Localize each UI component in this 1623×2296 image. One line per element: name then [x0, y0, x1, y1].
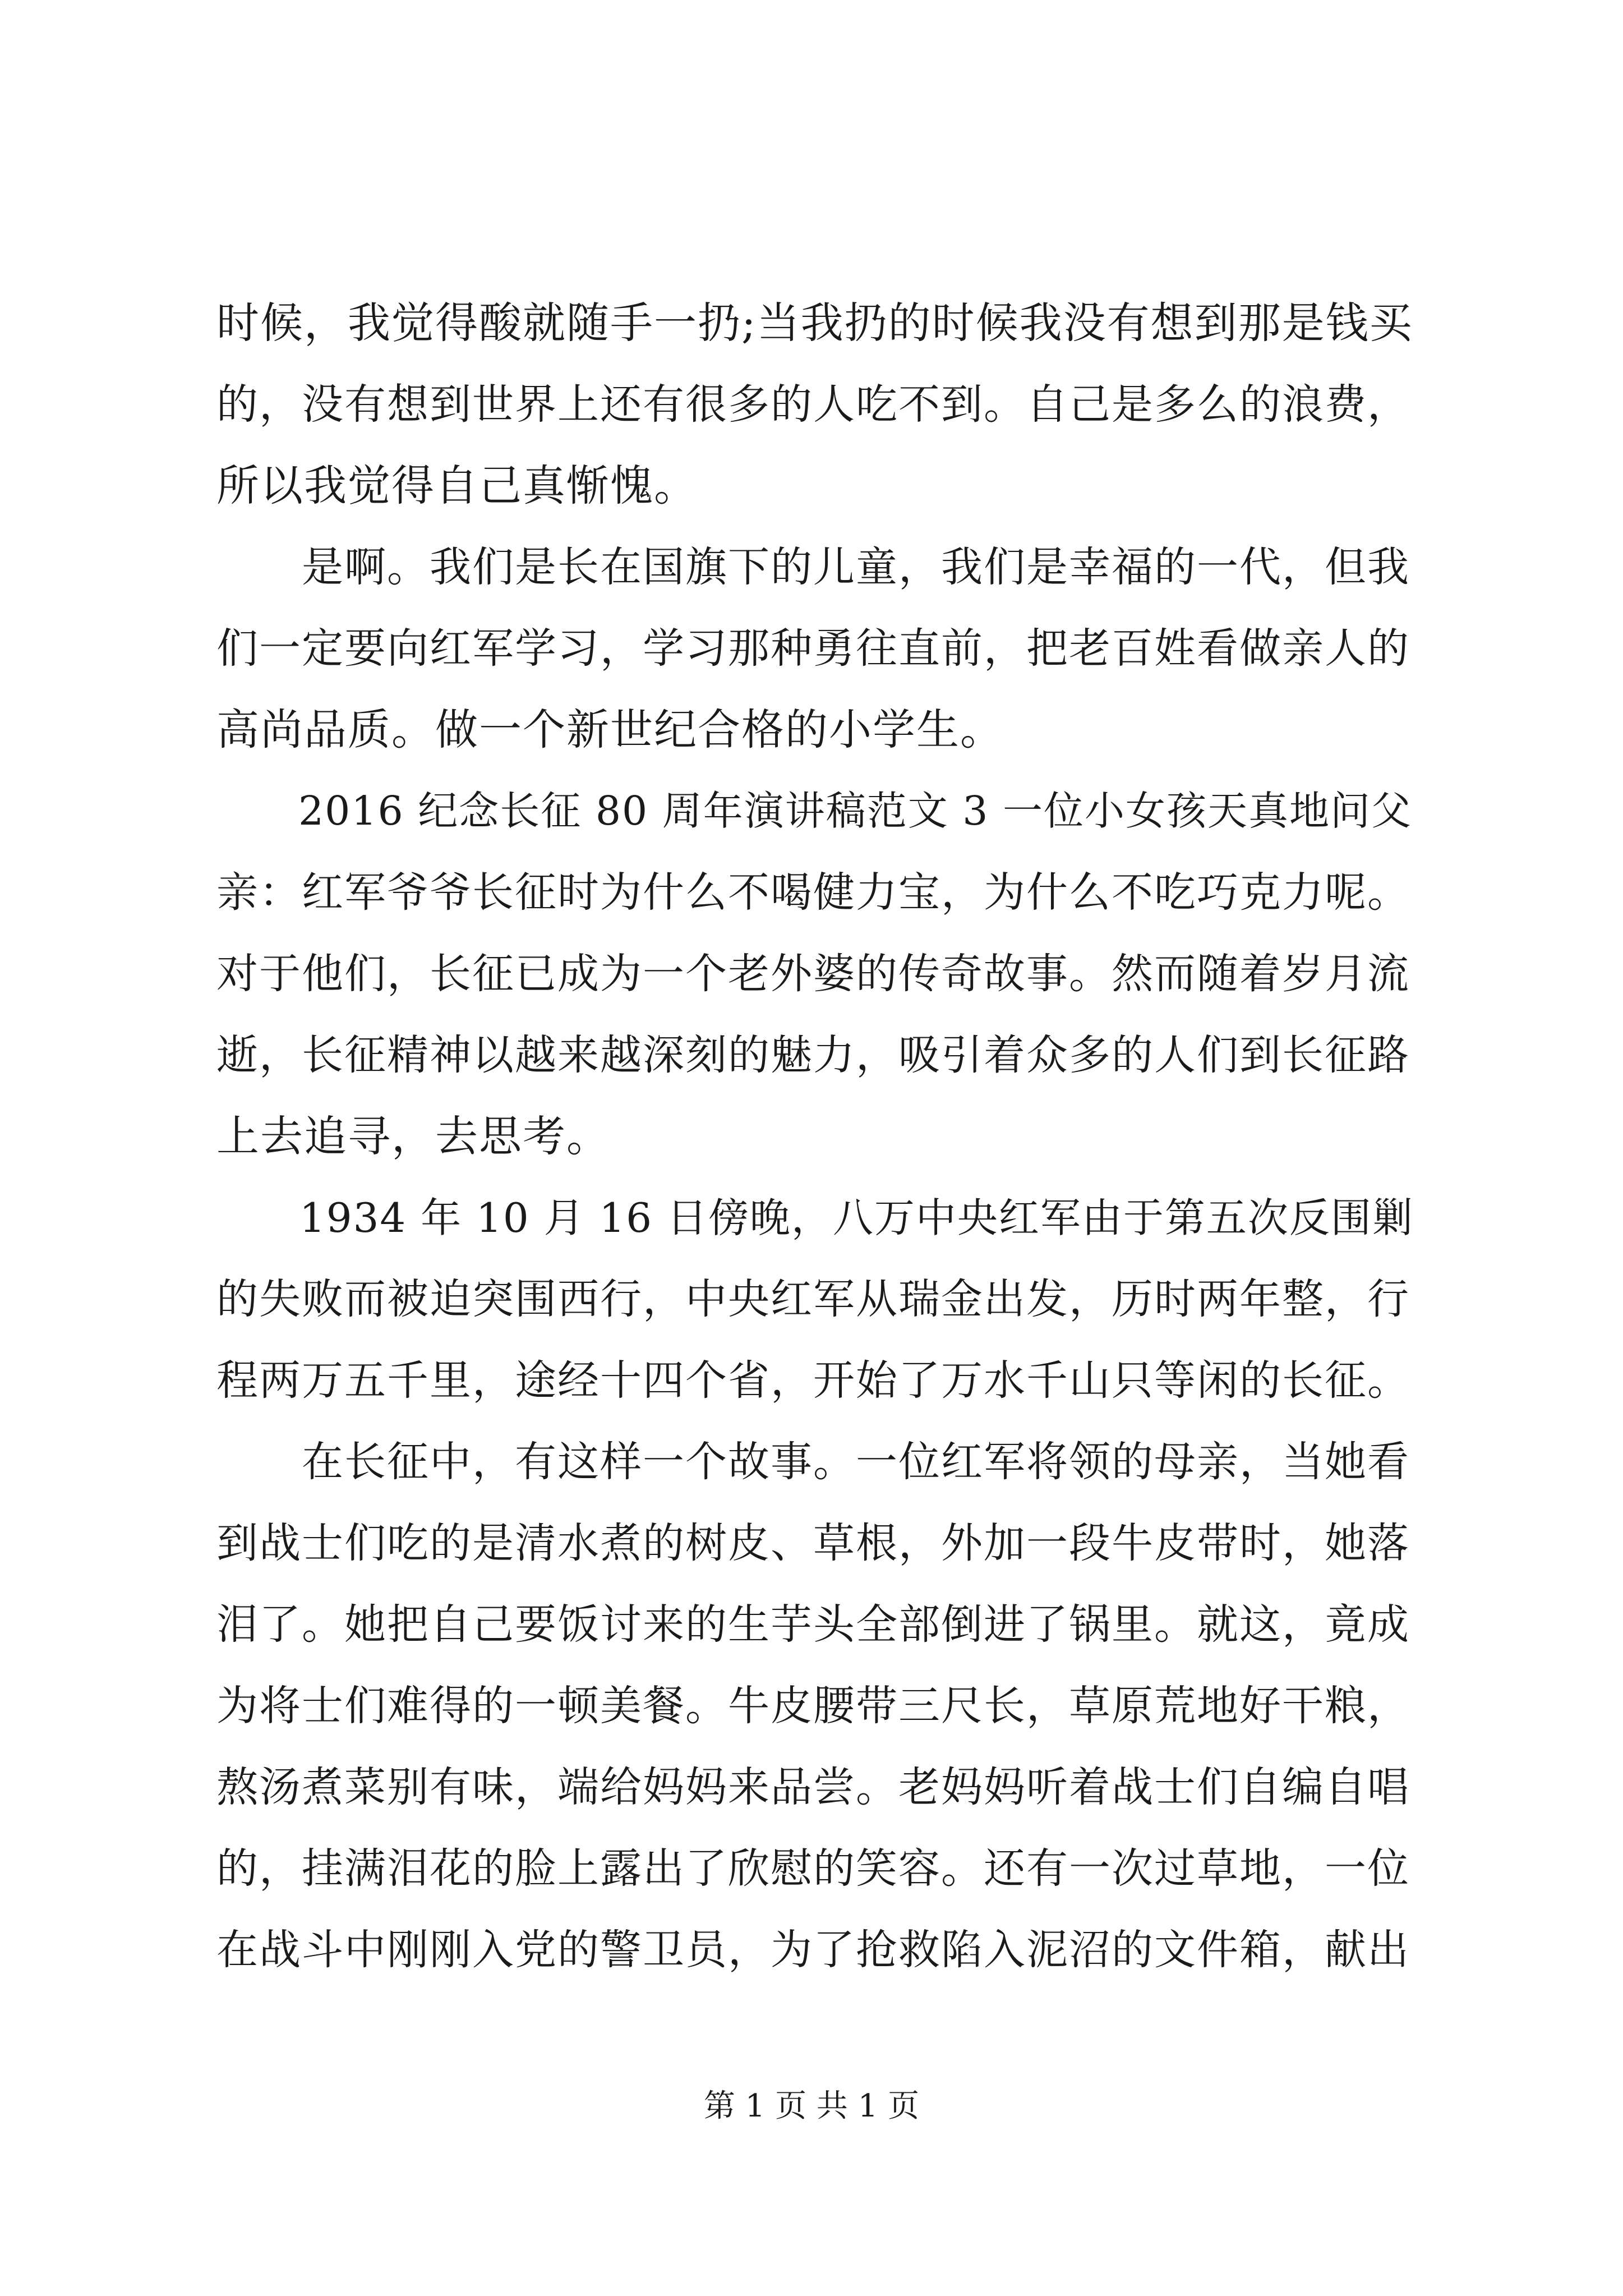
text-line-13: 的失败而被迫突围西行，中央红军从瑞金出发，历时两年整，行: [216, 1275, 1410, 1323]
text-line-2: 的，没有想到世界上还有很多的人吃不到。自己是多么的浪费，: [216, 380, 1410, 429]
text-line-7: 2016 纪念长征 80 周年演讲稿范文 3 一位小女孩天真地问父: [216, 788, 1413, 834]
text-line-16: 到战士们吃的是清水煮的树皮、草根，外加一段牛皮带时，她落: [216, 1519, 1410, 1567]
text-line-1: 时候，我觉得酸就随手一扔;当我扔的时候我没有想到那是钱买: [216, 298, 1413, 348]
text-line-19: 熬汤煮菜别有味，端给妈妈来品尝。老妈妈听着战士们自编自唱: [216, 1763, 1410, 1811]
text-line-18: 为将士们难得的一顿美餐。牛皮腰带三尺长，草原荒地好干粮，: [216, 1682, 1410, 1730]
text-line-6: 高尚品质。做一个新世纪合格的小学生。: [216, 705, 1004, 754]
text-line-4: 是啊。我们是长在国旗下的儿童，我们是幸福的一代，但我: [216, 543, 1410, 591]
text-line-21: 在战斗中刚刚入党的警卫员，为了抢救陷入泥沼的文件箱，献出: [216, 1926, 1410, 1974]
page-number-footer: 第 1 页 共 1 页: [703, 2088, 920, 2124]
text-line-3: 所以我觉得自己真惭愧。: [216, 461, 698, 510]
text-line-10: 逝，长征精神以越来越深刻的魅力，吸引着众多的人们到长征路: [216, 1031, 1410, 1079]
text-line-5: 们一定要向红军学习，学习那种勇往直前，把老百姓看做亲人的: [216, 624, 1410, 673]
text-line-8: 亲：红军爷爷长征时为什么不喝健力宝，为什么不吃巧克力呢。: [216, 868, 1410, 917]
text-line-15: 在长征中，有这样一个故事。一位红军将领的母亲，当她看: [216, 1438, 1410, 1486]
text-line-9: 对于他们，长征已成为一个老外婆的传奇故事。然而随着岁月流: [216, 950, 1410, 998]
text-line-12: 1934 年 10 月 16 日傍晚，八万中央红军由于第五次反围剿: [216, 1194, 1414, 1241]
text-line-14: 程两万五千里，途经十四个省，开始了万水千山只等闲的长征。: [216, 1356, 1410, 1405]
text-line-17: 泪了。她把自己要饭讨来的生芋头全部倒进了锅里。就这，竟成: [216, 1600, 1410, 1649]
text-line-20: 的，挂满泪花的脸上露出了欣慰的笑容。还有一次过草地，一位: [216, 1844, 1410, 1893]
text-line-11: 上去追寻，去思考。: [216, 1111, 610, 1161]
